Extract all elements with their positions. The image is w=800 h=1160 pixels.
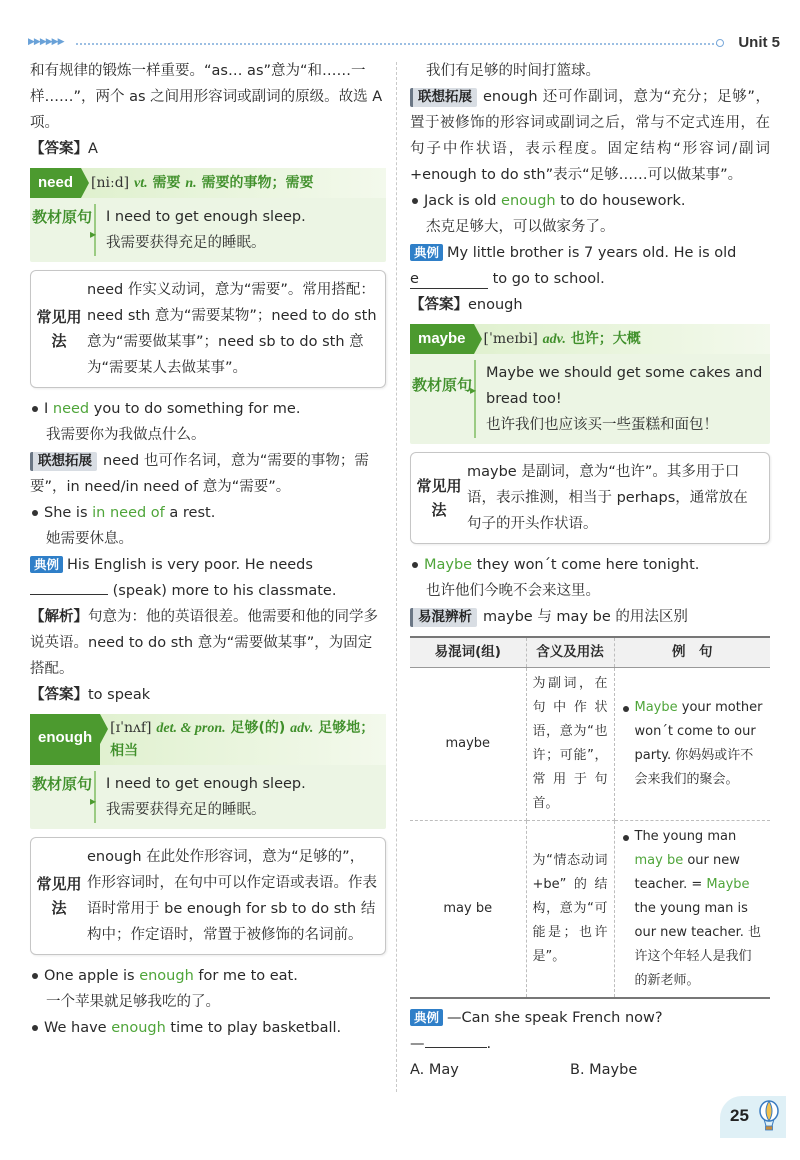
source-text: Maybe we should get some cakes and bread too! 也许我们也应该买一些蛋糕和面包！ xyxy=(474,360,770,438)
word-header xyxy=(410,324,770,354)
right-column xyxy=(410,58,770,1083)
comparison-title: 易混辨析 maybe 与 may be 的用法区别 xyxy=(410,604,770,630)
example-translation: 她需要休息。 xyxy=(46,531,133,547)
example-translation: 杰克足够大，可以做家务了。 xyxy=(426,219,615,235)
example-translation: 也许他们今晚不会来这里。 xyxy=(426,583,600,599)
exercise-question: 典例 —Can she speak French now? xyxy=(410,1005,770,1031)
source-text: I need to get enough sleep. 我需要获得充足的睡眠。 xyxy=(94,771,386,823)
usage-box-enough xyxy=(30,837,386,955)
page-header xyxy=(28,30,780,56)
circle-decoration-icon xyxy=(716,39,724,47)
example-sentence: One apple is enough for me to eat. xyxy=(30,963,386,989)
answer-options xyxy=(410,1057,770,1083)
example-translation: 一个苹果就足够我吃的了。 xyxy=(46,994,220,1010)
page-number-badge xyxy=(720,1096,786,1138)
exercise-question: 典例 His English is very poor. He needs xyxy=(30,552,386,578)
hot-air-balloon-icon xyxy=(758,1100,780,1132)
example-tag: 典例 xyxy=(30,556,63,573)
paragraph-explanation: 和有规律的锻炼一样重要。“as… as”意为“和……一样……”，两个 as 之间用形容词或副词的原级。故选 A 项。 xyxy=(30,63,383,131)
answer-line: 【答案】A xyxy=(30,141,98,157)
analysis-paragraph: 【解析】句意为：他的英语很差。他需要和他的同学多说英语。need to do sth 意为“需要做某事”，为固定搭配。 xyxy=(30,609,378,677)
exercise-question-cont: e to go to school. xyxy=(410,271,605,287)
page-number: 25 xyxy=(730,1106,749,1125)
extension-paragraph: 联想拓展 need 也可作名词，意为“需要的事物；需要”，in need/in need of 意为“需要”。 xyxy=(30,453,369,495)
source-label: 教材原句 ▸ xyxy=(410,360,474,438)
usage-label: 常见用法 xyxy=(36,875,82,917)
word-definition: [niːd] vt. 需要 n. 需要的事物；需要 xyxy=(91,174,314,191)
example-sentence: I need you to do something for me. xyxy=(30,396,386,422)
unit-label: Unit 5 xyxy=(738,34,780,51)
table-header-cell: 含义及用法 xyxy=(526,637,614,667)
word-entry-enough xyxy=(30,714,386,829)
word-tag: enough xyxy=(30,714,100,765)
usage-text: maybe 是副词，意为“也许”。其多用于口语，表示推测，相当于 perhaps，通常放在句子的开头作状语。 xyxy=(467,464,748,532)
table-cell-usage: 为副词，在句中作状语，意为“也许；可能”，常用于句首。 xyxy=(526,667,614,820)
word-entry-maybe xyxy=(410,324,770,444)
example-sentence: Jack is old enough to do housework. xyxy=(410,188,770,214)
usage-label: 常见用法 xyxy=(416,477,462,519)
answer-blank xyxy=(425,1032,487,1048)
option-a: A. May xyxy=(410,1061,459,1078)
table-cell-word: maybe xyxy=(410,667,526,820)
extension-tag: 联想拓展 xyxy=(410,88,477,107)
source-sentence xyxy=(410,354,770,444)
usage-label: 常见用法 xyxy=(36,308,82,350)
usage-text: enough 在此处作形容词，意为“足够的”，作形容词时，在句中可以作定语或表语。作表语时常用于 be enough for sb to do sth 结构中；作定语时，常置于被修饰的名词前。 xyxy=(87,849,377,943)
dotted-line xyxy=(76,43,718,45)
word-tag: need xyxy=(30,168,81,198)
usage-box-maybe xyxy=(410,452,770,544)
answer-line: 【答案】to speak xyxy=(30,687,151,703)
extension-paragraph: 联想拓展 enough 还可作副词，意为“充分；足够”，置于被修饰的形容词或副词之后，常与不定式连用，在句子中作状语，表示程度。固定结构“形容词/副词+enough to do sth”表示“足够……可以做某事”。 xyxy=(410,89,770,183)
word-tag: maybe xyxy=(410,324,474,354)
answer-blank: e xyxy=(410,270,488,289)
table-cell-usage: 为“情态动词+be”的结构，意为“可能是；也许是”。 xyxy=(526,820,614,998)
table-cell-example: Maybe your mother won´t come to our party. 你妈妈或许不会来我们的聚会。 xyxy=(614,667,770,820)
arrow-decoration-icon: ▶▶▶▶▶▶ xyxy=(28,37,64,47)
left-column xyxy=(30,58,386,1041)
table-header-row xyxy=(410,637,770,667)
table-row xyxy=(410,667,770,820)
source-label: 教材原句 ▸ xyxy=(30,204,94,256)
answer-blank xyxy=(30,579,108,595)
example-sentence: We have enough time to play basketball. xyxy=(30,1015,386,1041)
exercise-question-cont: (speak) more to his classmate. xyxy=(30,578,386,604)
word-entry-need xyxy=(30,168,386,262)
example-tag: 典例 xyxy=(410,1009,443,1026)
table-header-cell: 易混词(组) xyxy=(410,637,526,667)
word-definition: [ɪˈnʌf] det. & pron. 足够(的) adv. 足够地；相当 xyxy=(110,720,375,759)
usage-text: need 作实义动词，意为“需要”。常用搭配：need sth 意为“需要某物”；need to do sth 意为“需要做某事”；need sb to do sth 意为“需要某人去做某事”。 xyxy=(87,282,377,376)
example-translation: 我需要你为我做点什么。 xyxy=(46,427,206,443)
usage-box-need xyxy=(30,270,386,388)
exercise-answer-blank: — . xyxy=(410,1031,770,1057)
example-sentence: Maybe they won´t come here tonight. xyxy=(410,552,770,578)
source-sentence xyxy=(30,765,386,829)
table-cell-word: may be xyxy=(410,820,526,998)
table-row xyxy=(410,820,770,998)
example-sentence: She is in need of a rest. xyxy=(30,500,386,526)
word-header xyxy=(30,714,386,765)
source-label: 教材原句 ▸ xyxy=(30,771,94,823)
table-cell-example: The young man may be our new teacher. = Maybe the young man is our new teacher. 也许这个年轻人是我们的新老师。 xyxy=(614,820,770,998)
source-sentence xyxy=(30,198,386,262)
example-translation: 我们有足够的时间打篮球。 xyxy=(426,63,600,79)
source-text: I need to get enough sleep. 我需要获得充足的睡眠。 xyxy=(94,204,386,256)
word-definition: [ˈmeɪbi] adv. 也许；大概 xyxy=(483,330,641,347)
column-divider xyxy=(396,62,397,1092)
example-tag: 典例 xyxy=(410,244,443,261)
comparison-table xyxy=(410,636,770,999)
comparison-tag: 易混辨析 xyxy=(410,608,477,627)
answer-line: 【答案】enough xyxy=(410,297,523,313)
word-header xyxy=(30,168,386,198)
table-header-cell: 例 句 xyxy=(614,637,770,667)
option-b: B. Maybe xyxy=(570,1061,638,1078)
extension-tag: 联想拓展 xyxy=(30,452,97,471)
exercise-question: 典例 My little brother is 7 years old. He is old xyxy=(410,240,770,266)
